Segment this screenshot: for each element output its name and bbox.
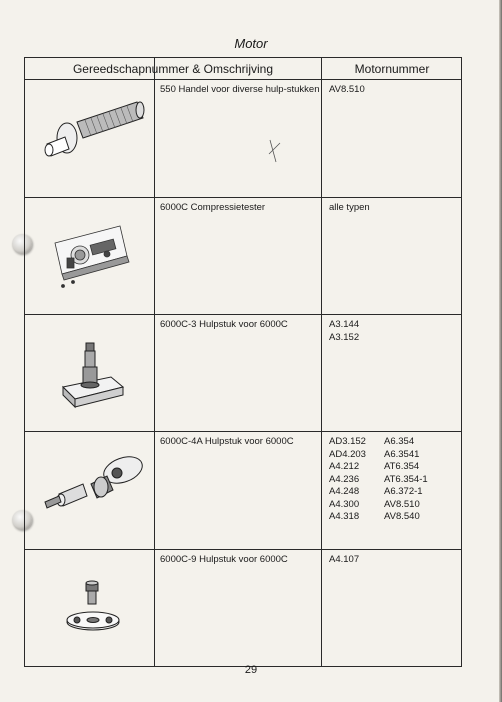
adapter-set-icon (25, 432, 154, 549)
engine-number-list (329, 202, 370, 215)
adapter-fitting-icon (25, 315, 154, 431)
pencil-mark (267, 138, 283, 164)
engine-number-list (384, 436, 428, 524)
tool-description: 6000C Compressietester (160, 202, 266, 213)
page-title: Motor (234, 36, 268, 51)
table-row (25, 550, 461, 667)
engine-number: AD3.152 (329, 436, 366, 447)
header-engine-number: Motornummer (354, 62, 430, 76)
tool-description: 6000C-4A Hulpstuk voor 6000C (160, 436, 294, 447)
handle-tool-icon (25, 80, 154, 197)
engine-number: A6.354 (384, 436, 415, 447)
table-row (25, 198, 461, 315)
engine-number-list (329, 436, 366, 524)
engine-number: A4.318 (329, 511, 360, 522)
header-tool-description: Gereedschapnummer & Omschrijving (72, 62, 274, 76)
engine-number: AT6.354-1 (384, 473, 428, 485)
engine-number-list (329, 319, 359, 344)
engine-number: A6.372-1 (384, 486, 423, 497)
flange-adapter-icon (25, 550, 154, 667)
engine-number-list (329, 84, 365, 97)
engine-number: A4.107 (329, 554, 360, 565)
table-row (25, 80, 461, 198)
engine-number: A4.248 (329, 486, 360, 497)
engine-number: A3.144 (329, 319, 360, 330)
engine-number: AV8.540 (384, 511, 420, 522)
table-row (25, 315, 461, 432)
table-row (25, 432, 461, 550)
tool-table (24, 57, 462, 667)
engine-number: AV8.510 (329, 84, 365, 95)
compression-tester-icon (25, 198, 154, 314)
page-number: 29 (244, 664, 258, 676)
engine-number: A3.152 (329, 331, 360, 343)
engine-number: AT6.354 (384, 461, 420, 472)
engine-number: A4.236 (329, 473, 360, 485)
engine-number: AV8.510 (384, 498, 420, 510)
engine-number: A4.300 (329, 498, 360, 510)
engine-number: AD4.203 (329, 448, 366, 460)
tool-description: 6000C-9 Hulpstuk voor 6000C (160, 554, 288, 565)
engine-number: alle typen (329, 202, 370, 213)
engine-number: A6.3541 (384, 448, 420, 460)
tool-description: 6000C-3 Hulpstuk voor 6000C (160, 319, 288, 330)
tool-description: 550 Handel voor diverse hulp-stukken (160, 84, 320, 95)
engine-number-list (329, 554, 359, 567)
engine-number: A4.212 (329, 461, 360, 472)
table-header (25, 58, 461, 80)
